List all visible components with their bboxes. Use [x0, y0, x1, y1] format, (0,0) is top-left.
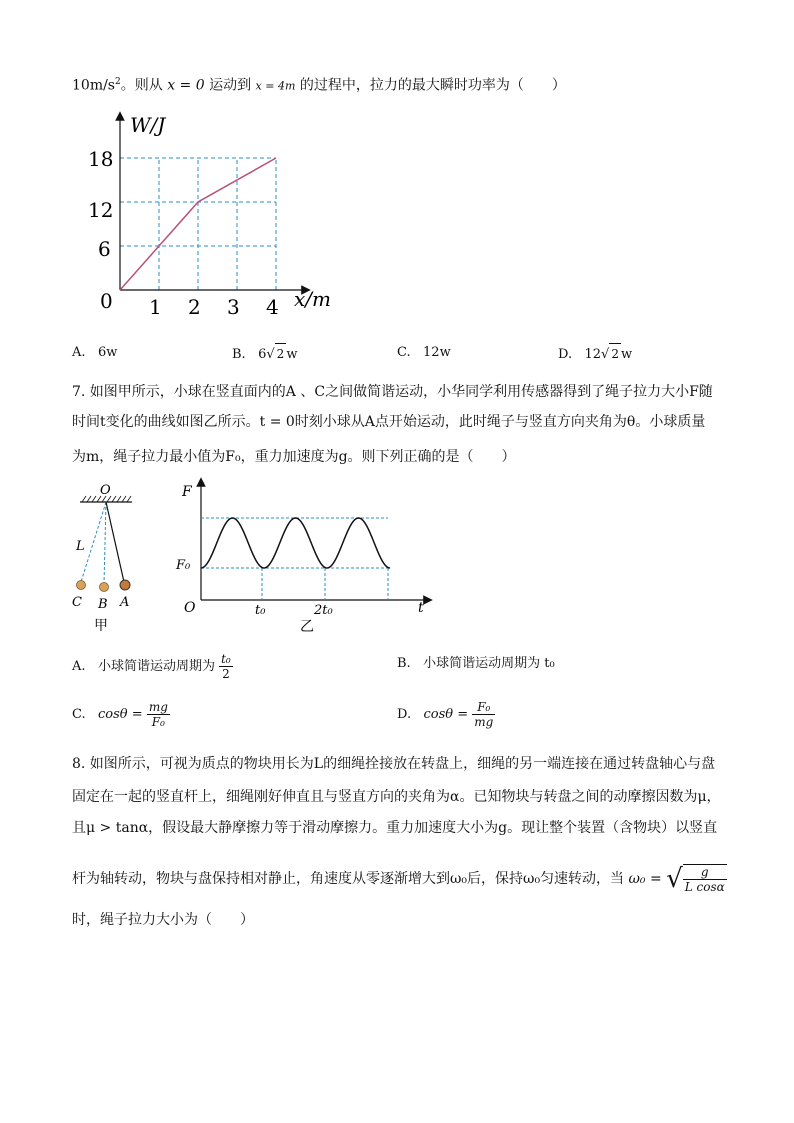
q8-stem-line5: 时，绳子拉力大小为（ ）: [72, 912, 254, 928]
q8-stem-line2: 固定在一起的竖直杆上，细绳刚好伸直且与竖直方向的夹角为α。已知物块与转盘之间的动摩擦因数为μ，: [72, 789, 721, 805]
q6-xtick-2: 2: [188, 295, 201, 319]
q7-option-a-label: A.: [72, 659, 86, 674]
q6-work-graph: [88, 108, 348, 320]
q6-ytick-6: 6: [98, 237, 111, 261]
q7-t-axis-label: t: [418, 600, 424, 616]
q7-label-b: B: [98, 597, 108, 612]
q7-stem-line2: 时间t变化的曲线如图乙所示。t = 0时刻小球从A点开始运动，此时绳子与竖直方向夹角为θ。小球质量: [72, 414, 706, 430]
q7-option-a-fraction: [219, 652, 233, 681]
q6-option-c[interactable]: [397, 343, 451, 363]
q6-option-d[interactable]: [558, 343, 632, 365]
q6-option-b[interactable]: [232, 343, 297, 365]
q7-option-a-num: t₀: [221, 652, 231, 666]
q7-f-axis-label: F: [182, 484, 192, 500]
q6-xtick-4: 4: [266, 295, 279, 319]
q7-option-d-num: F₀: [472, 700, 495, 715]
q6-option-b-coef: 6: [258, 347, 267, 362]
q8-omega: ω₀ =: [628, 871, 662, 887]
q7-caption-jia: 甲: [94, 618, 108, 634]
q7-option-b[interactable]: [397, 654, 555, 674]
q7-stem-line3: 为m，绳子拉力最小值为F₀，重力加速度为g。则下列正确的是（ ）: [72, 449, 516, 465]
q7-option-c-lhs: cosθ =: [98, 707, 143, 722]
q6-option-c-text: 12w: [423, 345, 451, 360]
q6-origin: 0: [100, 289, 113, 313]
q6-x4: x = 4m: [255, 79, 296, 93]
q8-stem-line4-text: 杆为轴转动，物块与盘保持相对静止，角速度从零逐渐增大到ω₀后，保持ω₀匀速转动，当: [72, 871, 625, 887]
q7-option-c-fraction: [147, 700, 170, 729]
q7-ball-c: [77, 581, 86, 590]
q7-pendulum-figure: [66, 480, 146, 640]
q8-sqrt-fraction: [683, 864, 727, 894]
q7-guide-lines: [201, 518, 388, 600]
q6-option-b-sqrt-sign: √: [266, 347, 275, 362]
q7-ball-b: [100, 583, 109, 592]
q7-option-c-label: C.: [72, 707, 86, 722]
q7-option-d-den: mg: [474, 715, 494, 729]
q7-option-a[interactable]: [72, 652, 233, 681]
q7-pivot-label: O: [100, 483, 111, 498]
q6-option-a[interactable]: [72, 343, 117, 363]
q6-stem-b: 运动到: [209, 77, 252, 94]
q7-string-b: [104, 502, 106, 584]
q7-ball-a: [120, 580, 130, 590]
q6-option-d-unit: w: [620, 347, 633, 362]
q6-option-d-coef: 12: [584, 347, 602, 362]
q7-option-c-num: mg: [148, 700, 168, 714]
q7-stem-line1: 7. 如图甲所示，小球在竖直面内的A 、C之间做简谐运动，小华同学利用传感器得到了绳子拉力大小F随: [72, 384, 713, 400]
q6-option-d-label: D.: [558, 347, 573, 362]
q7-option-a-den: 2: [222, 667, 230, 681]
q8-stem-line4: [72, 864, 727, 894]
q6-option-d-sqrt-sign: √: [601, 347, 610, 362]
q8-sqrt-den: L cosα: [684, 880, 725, 894]
q7-option-a-text: 小球简谐运动周期为: [97, 659, 215, 674]
q7-string-a: [106, 502, 124, 582]
q6-xtick-3: 3: [227, 295, 240, 319]
q7-option-c[interactable]: [72, 700, 170, 729]
q7-option-d-fraction: [472, 700, 495, 729]
q6-stem-a: 。则从: [120, 77, 163, 94]
q6-xtick-1: 1: [149, 295, 162, 319]
q6-stem-sup: 2: [115, 77, 121, 87]
q7-option-d-lhs: cosθ =: [423, 707, 469, 722]
q6-ytick-18: 18: [88, 147, 114, 171]
q6-option-b-radicand: 2: [275, 343, 287, 364]
q8-sqrt-num: g: [683, 865, 727, 880]
q7-option-b-label: B.: [397, 656, 411, 671]
q7-label-c: C: [72, 595, 82, 610]
q6-x0: x = 0: [167, 77, 205, 94]
q7-length-label: L: [76, 539, 85, 554]
q6-option-b-unit: w: [286, 347, 298, 362]
q6-stem: [72, 72, 566, 97]
q6-stem-c: 的过程中，拉力的最大瞬时功率为（ ）: [299, 77, 566, 94]
q8-stem-line3: 且μ > tanα，假设最大静摩擦力等于滑动摩擦力。重力加速度大小为g。现让整个装置（含物块）以竖直: [72, 820, 718, 836]
q6-option-c-label: C.: [397, 345, 411, 360]
q7-option-d-label: D.: [397, 707, 412, 722]
q6-y-axis-label: W/J: [130, 113, 166, 137]
q7-string-c: [81, 502, 106, 582]
q7-option-c-den: F₀: [151, 715, 165, 729]
q7-option-b-text: 小球简谐运动周期为 t₀: [423, 656, 555, 671]
q7-origin: O: [184, 600, 196, 616]
q6-option-a-text: 6w: [97, 345, 118, 360]
q7-option-d[interactable]: [397, 700, 495, 729]
q6-option-b-label: B.: [232, 347, 246, 362]
q7-label-a: A: [120, 595, 130, 610]
q6-option-a-label: A.: [72, 345, 86, 360]
q6-x-axis-label: x/m: [294, 287, 331, 311]
q7-2t0-label: 2t₀: [314, 603, 333, 618]
q6-grid: [120, 158, 276, 290]
q7-t0-label: t₀: [255, 603, 266, 618]
q7-force-time-graph: [172, 476, 440, 636]
q7-f0-label: F₀: [176, 558, 191, 573]
q7-caption-yi: 乙: [300, 619, 314, 635]
q6-option-d-radicand: 2: [609, 343, 621, 364]
q7-force-curve: [201, 518, 390, 568]
q8-stem-line1: 8. 如图所示，可视为质点的物块用长为L的细绳拴接放在转盘上，细绳的另一端连接在通过转盘轴心与盘: [72, 756, 716, 772]
q6-ytick-12: 12: [88, 198, 114, 222]
q8-sqrt-sign: √: [666, 864, 683, 894]
q6-stem-unit: 10m/s: [72, 77, 115, 94]
